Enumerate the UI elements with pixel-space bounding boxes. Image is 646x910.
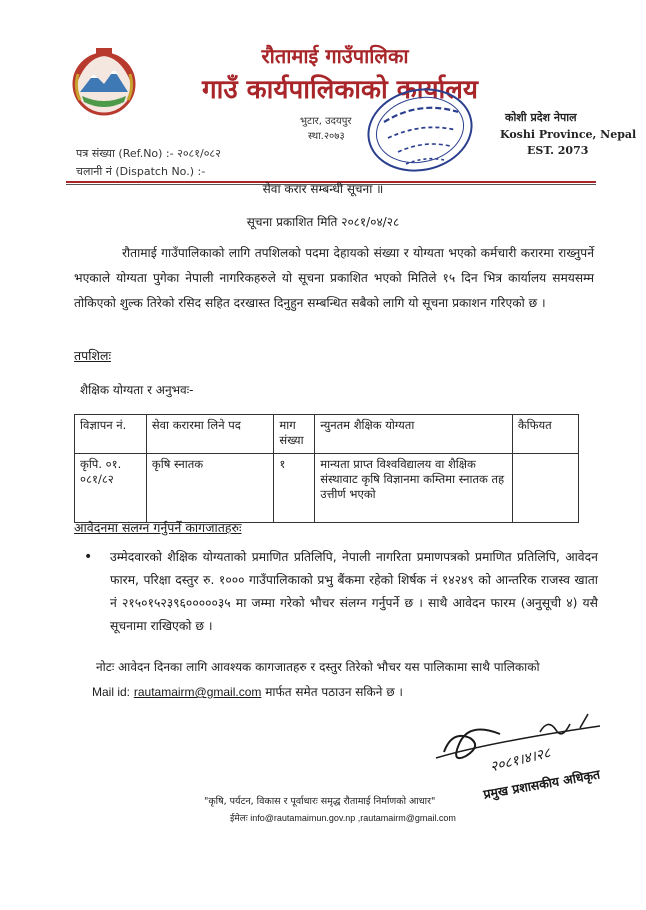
mail-suffix: मार्फत समेत पठाउन सकिने छ । xyxy=(265,685,403,699)
table-row xyxy=(75,454,579,523)
vacancy-table xyxy=(74,414,579,523)
established-year: EST. 2073 xyxy=(527,144,589,157)
mail-row xyxy=(92,683,403,700)
address-line-2: स्था.२०७३ xyxy=(308,131,345,142)
dispatch-number: चलानी नं (Dispatch No.) :- xyxy=(76,165,206,178)
bullet-icon: • xyxy=(84,549,93,565)
note-text: नोटः आवेदन दिनका लागि आवश्यक कागजातहरु र दस्तुर तिरेको भौचर यस पालिकामा साथै पालिकाको xyxy=(96,660,540,674)
cell-remarks xyxy=(512,454,578,523)
signatory-title: प्रमुख प्रशासकीय अधिकृत xyxy=(482,766,602,802)
mail-label: Mail id: xyxy=(92,685,131,699)
col-min-qualification: न्युनतम शैक्षिक योग्यता xyxy=(315,415,513,454)
reference-number: पत्र संख्या (Ref.No) :- २०८१/०८२ xyxy=(76,147,221,160)
cell-demand-count: १ xyxy=(274,454,315,523)
education-heading: शैक्षिक योग्यता र अनुभवः- xyxy=(80,383,194,397)
cell-advertisement-no: कृपि. ०१. ०८१/८२ xyxy=(75,454,147,523)
municipality-name: रौतामाई गाउँपालिका xyxy=(261,44,409,68)
office-name: गाउँ कार्यपालिकाको कार्यालय xyxy=(202,75,478,105)
notice-body: रौतामाई गाउँपालिकाको लागि तपशिलको पदमा देहायको संख्या र योग्यता भएको कर्मचारी करारमा राख्नुपर्ने भएकाले योग्यता पुगेका नेपाली नागरिकहरुले यो सूचना प्रकाशित भएको मितिले १५ दिन भित्र कार्यालय समयसम्म तोकिएको शुल्क तिरेको रसिद सहित दरखास्त दिनुहुन सम्बन्धित सबैको लागि यो सूचना प्रकाशन गरिएको छ । xyxy=(74,246,594,310)
footer-emails: ईमेलः info@rautamaimun.gov.np ,rautamairm@gmail.com xyxy=(230,813,456,823)
notice-publish-date: सूचना प्रकाशित मिति २०८१/०४/२८ xyxy=(246,215,400,229)
col-demand-count: माग संख्या xyxy=(274,415,315,454)
cell-min-qualification: मान्यता प्राप्त विश्वविद्यालय वा शैक्षिक संस्थावाट कृषि विज्ञानमा कम्तिमा स्नातक तह उत्तीर्ण भएको xyxy=(315,454,513,523)
col-position: सेवा करारमा लिने पद xyxy=(146,415,274,454)
col-advertisement-no: विज्ञापन नं. xyxy=(75,415,147,454)
attachments-item: उम्मेदवारको शैक्षिक योग्यताको प्रमाणित प्रतिलिपि, नेपाली नागरिता प्रमाणपत्रको प्रमाणित प्रतिलिपि, आवेदन फारम, परिक्षा दस्तुर रु. १००० गाउँपालिकाको प्रभु बैंकमा रहेको शिर्षक नं १४२४९ को आन्तरिक राजस्व खाता नं २१५०१५२३९६०००००३५ मा जम्मा गरेको भौचर संलग्न गर्नुपर्ने छ । साथै आवेदन फारम (अनुसूची ४) यसै सूचनामा राखिएको छ । xyxy=(110,550,598,633)
office-seal-stamp xyxy=(362,82,478,178)
cell-position: कृषि स्नातक xyxy=(146,454,274,523)
footer-slogan: "कृषि, पर्यटन, विकास र पूर्वाधारः समृद्ध रौतामाई निर्माणको आधार" xyxy=(204,796,436,807)
details-heading: तपशिलः xyxy=(74,348,111,363)
attachments-heading: आवेदनमा संलग्न गर्नुपर्ने कागजातहरुः xyxy=(74,520,242,535)
table-header-row xyxy=(75,415,579,454)
nepal-emblem-logo xyxy=(66,44,142,120)
notice-subject: सेवा करार सम्बन्धी सूचना ॥ xyxy=(262,182,384,196)
signature-date: २०८१।४।२८ xyxy=(488,745,553,776)
col-remarks: कैफियत xyxy=(512,415,578,454)
province-nepali: कोशी प्रदेश नेपाल xyxy=(505,111,577,124)
mail-link[interactable]: rautamairm@gmail.com xyxy=(133,685,262,699)
province-english: Koshi Province, Nepal xyxy=(500,128,637,141)
address-line-1: भुटार, उदयपुर xyxy=(300,116,352,127)
